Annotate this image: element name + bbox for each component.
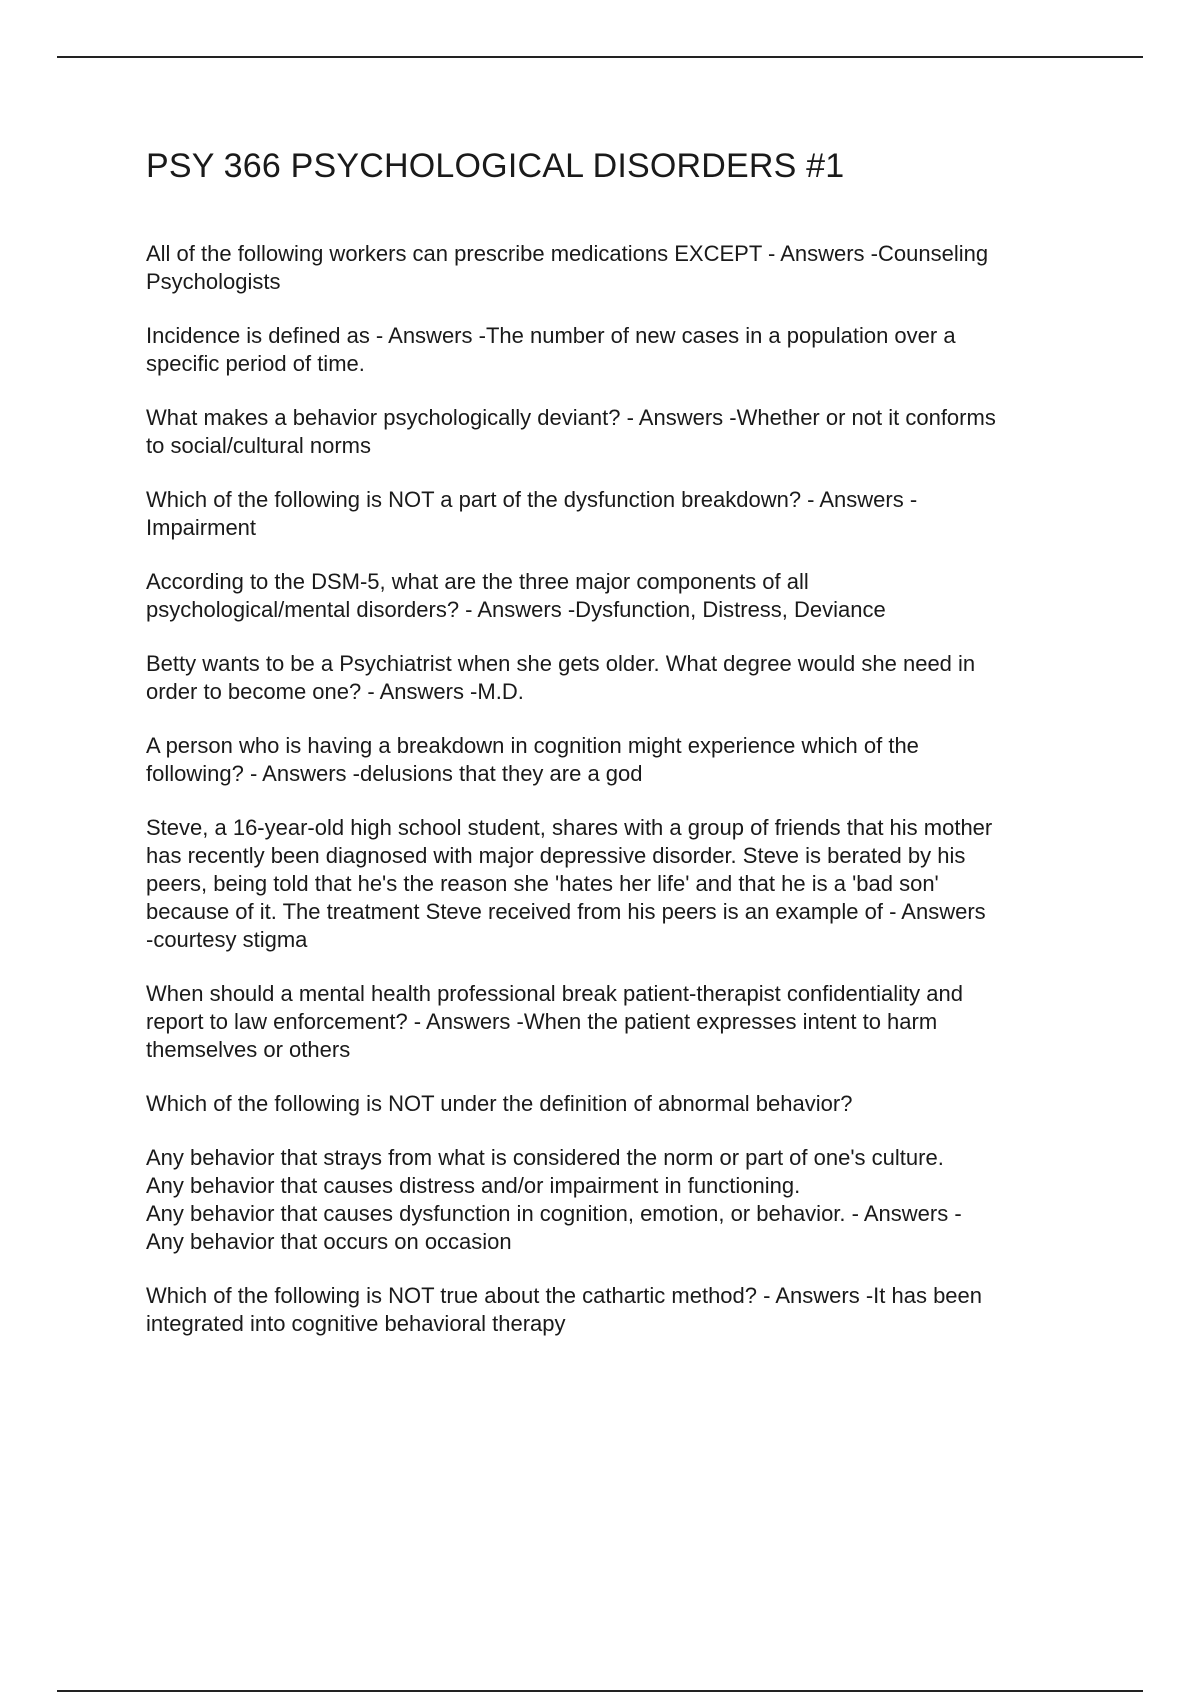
top-divider xyxy=(57,56,1143,58)
qa-item-11: Any behavior that strays from what is considered the norm or part of one's culture. Any behavior that causes distress and/or impairment in functioning. Any behavior that causes dysfunction in cognition, emotion, or behavior. - Answers - Any behavior that occurs on occasion xyxy=(146,1145,962,1254)
qa-item-10: Which of the following is NOT under the definition of abnormal behavior? xyxy=(146,1091,853,1116)
qa-item-4: Which of the following is NOT a part of the dysfunction breakdown? - Answers - Impairment xyxy=(146,487,918,540)
qa-item-7: A person who is having a breakdown in cognition might experience which of the following? - Answers -delusions that they are a god xyxy=(146,733,919,786)
qa-item-2: Incidence is defined as - Answers -The number of new cases in a population over a specific period of time. xyxy=(146,323,956,376)
qa-item-1: All of the following workers can prescribe medications EXCEPT - Answers -Counseling Psychologists xyxy=(146,241,989,294)
qa-item-12: Which of the following is NOT true about the cathartic method? - Answers -It has been integrated into cognitive behavioral therapy xyxy=(146,1283,983,1336)
bottom-divider xyxy=(57,1690,1143,1692)
qa-item-6: Betty wants to be a Psychiatrist when she gets older. What degree would she need in order to become one? - Answers -M.D. xyxy=(146,651,976,704)
qa-list xyxy=(146,240,1096,1364)
qa-item-3: What makes a behavior psychologically deviant? - Answers -Whether or not it conforms to social/cultural norms xyxy=(146,405,996,458)
qa-item-9: When should a mental health professional break patient-therapist confidentiality and report to law enforcement? - Answers -When the patient expresses intent to harm themselves or others xyxy=(146,981,963,1062)
qa-item-5: According to the DSM-5, what are the three major components of all psychological/mental disorders? - Answers -Dysfunction, Distress, Deviance xyxy=(146,569,886,622)
qa-item-8: Steve, a 16-year-old high school student, shares with a group of friends that his mother has recently been diagnosed with major depressive disorder. Steve is berated by his peers, being told that he's the reason she 'hates her life' and that he is a 'bad son' because of it. The treatment Steve received from his peers is an example of - Answers -courtesy stigma xyxy=(146,815,993,952)
page-title: PSY 366 PSYCHOLOGICAL DISORDERS #1 xyxy=(146,147,845,185)
